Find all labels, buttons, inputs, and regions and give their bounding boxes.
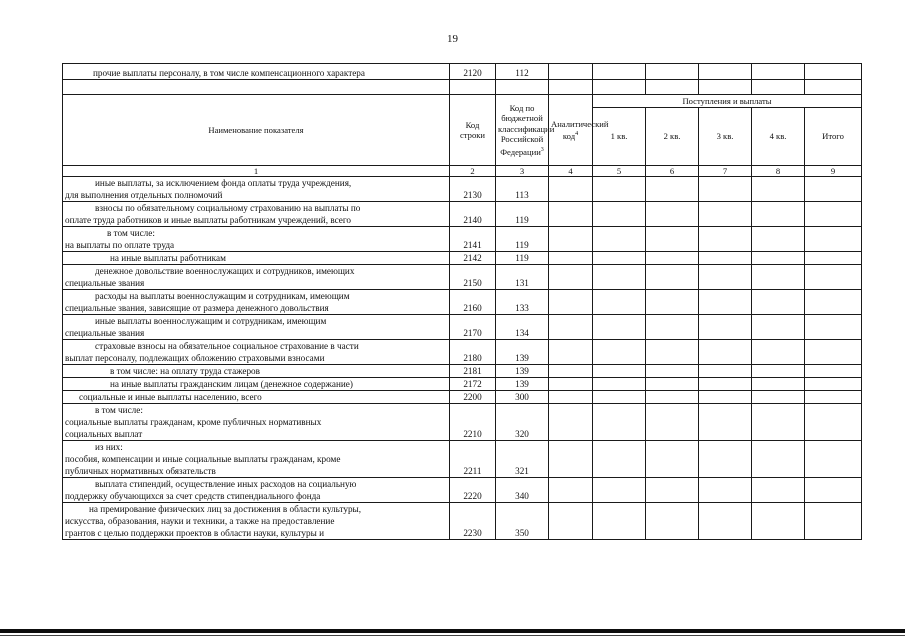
row-budget-code: 300 [496,391,549,404]
row-name: в том числе: на оплату труда стажеров [63,365,450,378]
table-row [63,227,862,252]
row-name: взносы по обязательному социальному страхованию на выплаты по оплате труда работников и иные выплаты работникам учреждений, всего [63,202,450,227]
column-number: 1 [63,166,450,177]
column-numbers-row [63,166,862,177]
table-row [63,478,862,503]
row-code: 2142 [450,252,496,265]
column-number: 4 [549,166,593,177]
row-code: 2170 [450,315,496,340]
column-number: 2 [450,166,496,177]
financial-plan-table [62,63,862,540]
table-row [63,177,862,202]
table-row [63,378,862,391]
row-code: 2210 [450,404,496,441]
table-row [63,64,862,80]
row-budget-code: 139 [496,365,549,378]
row-budget-code: 340 [496,478,549,503]
row-code: 2141 [450,227,496,252]
row-code: 2181 [450,365,496,378]
row-code: 2230 [450,503,496,540]
table-row [63,441,862,478]
page-number: 19 [447,33,458,45]
row-code: 2130 [450,177,496,202]
column-number: 6 [646,166,699,177]
row-name: расходы на выплаты военнослужащим и сотрудникам, имеющим специальные звания, зависящие от размера денежного довольствия [63,290,450,315]
table-row [63,290,862,315]
table-row [63,404,862,441]
row-name: в том числе: на выплаты по оплате труда [63,227,450,252]
row-name: в том числе: социальные выплаты гражданам, кроме публичных нормативных социальных выплат [63,404,450,441]
row-budget-code: 321 [496,441,549,478]
column-number: 9 [805,166,862,177]
row-budget-code: 119 [496,202,549,227]
header-row [63,95,862,108]
table-row [63,265,862,290]
column-number: 3 [496,166,549,177]
row-name: на иные выплаты работникам [63,252,450,265]
header-q1: 1 кв. [593,108,646,166]
table-row [63,365,862,378]
row-name: страховые взносы на обязательное социальное страхование в части выплат персоналу, подлежащих обложению страховыми взносами [63,340,450,365]
row-budget-code: 113 [496,177,549,202]
header-name: Наименование показателя [63,95,450,166]
row-budget-code: 119 [496,252,549,265]
table-row [63,202,862,227]
row-code: 2211 [450,441,496,478]
row-code: 2120 [450,64,496,80]
row-name: на премирование физических лиц за достижения в области культуры, искусства, образования, науки и техники, а также на предоставление грантов с целью поддержки проектов в области науки, культуры и [63,503,450,540]
header-q3: 3 кв. [699,108,752,166]
row-name: прочие выплаты персоналу, в том числе компенсационного характера [63,64,450,80]
column-number: 7 [699,166,752,177]
header-receipts: Поступления и выплаты [593,95,862,108]
row-name: социальные и иные выплаты населению, всего [63,391,450,404]
row-code: 2200 [450,391,496,404]
column-number: 8 [752,166,805,177]
row-name: денежное довольствие военнослужащих и сотрудников, имеющих специальные звания [63,265,450,290]
row-code: 2220 [450,478,496,503]
table-row [63,252,862,265]
row-budget-code: 119 [496,227,549,252]
row-code: 2150 [450,265,496,290]
header-q4: 4 кв. [752,108,805,166]
row-budget-code: 131 [496,265,549,290]
column-number: 5 [593,166,646,177]
row-code: 2172 [450,378,496,391]
page-bottom-border-thin [0,635,905,636]
row-budget-code: 139 [496,340,549,365]
row-budget-code: 133 [496,290,549,315]
header-code: Код строки [450,95,496,166]
row-budget-code: 350 [496,503,549,540]
table-row [63,340,862,365]
page-bottom-border [0,629,905,633]
row-name: выплата стипендий, осуществление иных расходов на социальную поддержку обучающихся за счет средств стипендиального фонда [63,478,450,503]
row-budget-code: 112 [496,64,549,80]
table-row [63,391,862,404]
row-code: 2180 [450,340,496,365]
row-code: 2160 [450,290,496,315]
row-name: иные выплаты, за исключением фонда оплаты труда учреждения, для выполнения отдельных полномочий [63,177,450,202]
header-budget-code: Код по бюджетной классификации Российской Федерации$^3$ [496,95,549,166]
header-analytic-code: Аналитический код$^4$ [549,95,593,166]
blank-row [63,80,862,95]
row-name: иные выплаты военнослужащим и сотрудникам, имеющим специальные звания [63,315,450,340]
row-name: на иные выплаты гражданским лицам (денежное содержание) [63,378,450,391]
table-row [63,503,862,540]
row-code: 2140 [450,202,496,227]
row-budget-code: 320 [496,404,549,441]
header-total: Итого [805,108,862,166]
table-row [63,315,862,340]
row-name: из них: пособия, компенсации и иные социальные выплаты гражданам, кроме публичных нормативных обязательств [63,441,450,478]
row-budget-code: 139 [496,378,549,391]
row-budget-code: 134 [496,315,549,340]
header-q2: 2 кв. [646,108,699,166]
